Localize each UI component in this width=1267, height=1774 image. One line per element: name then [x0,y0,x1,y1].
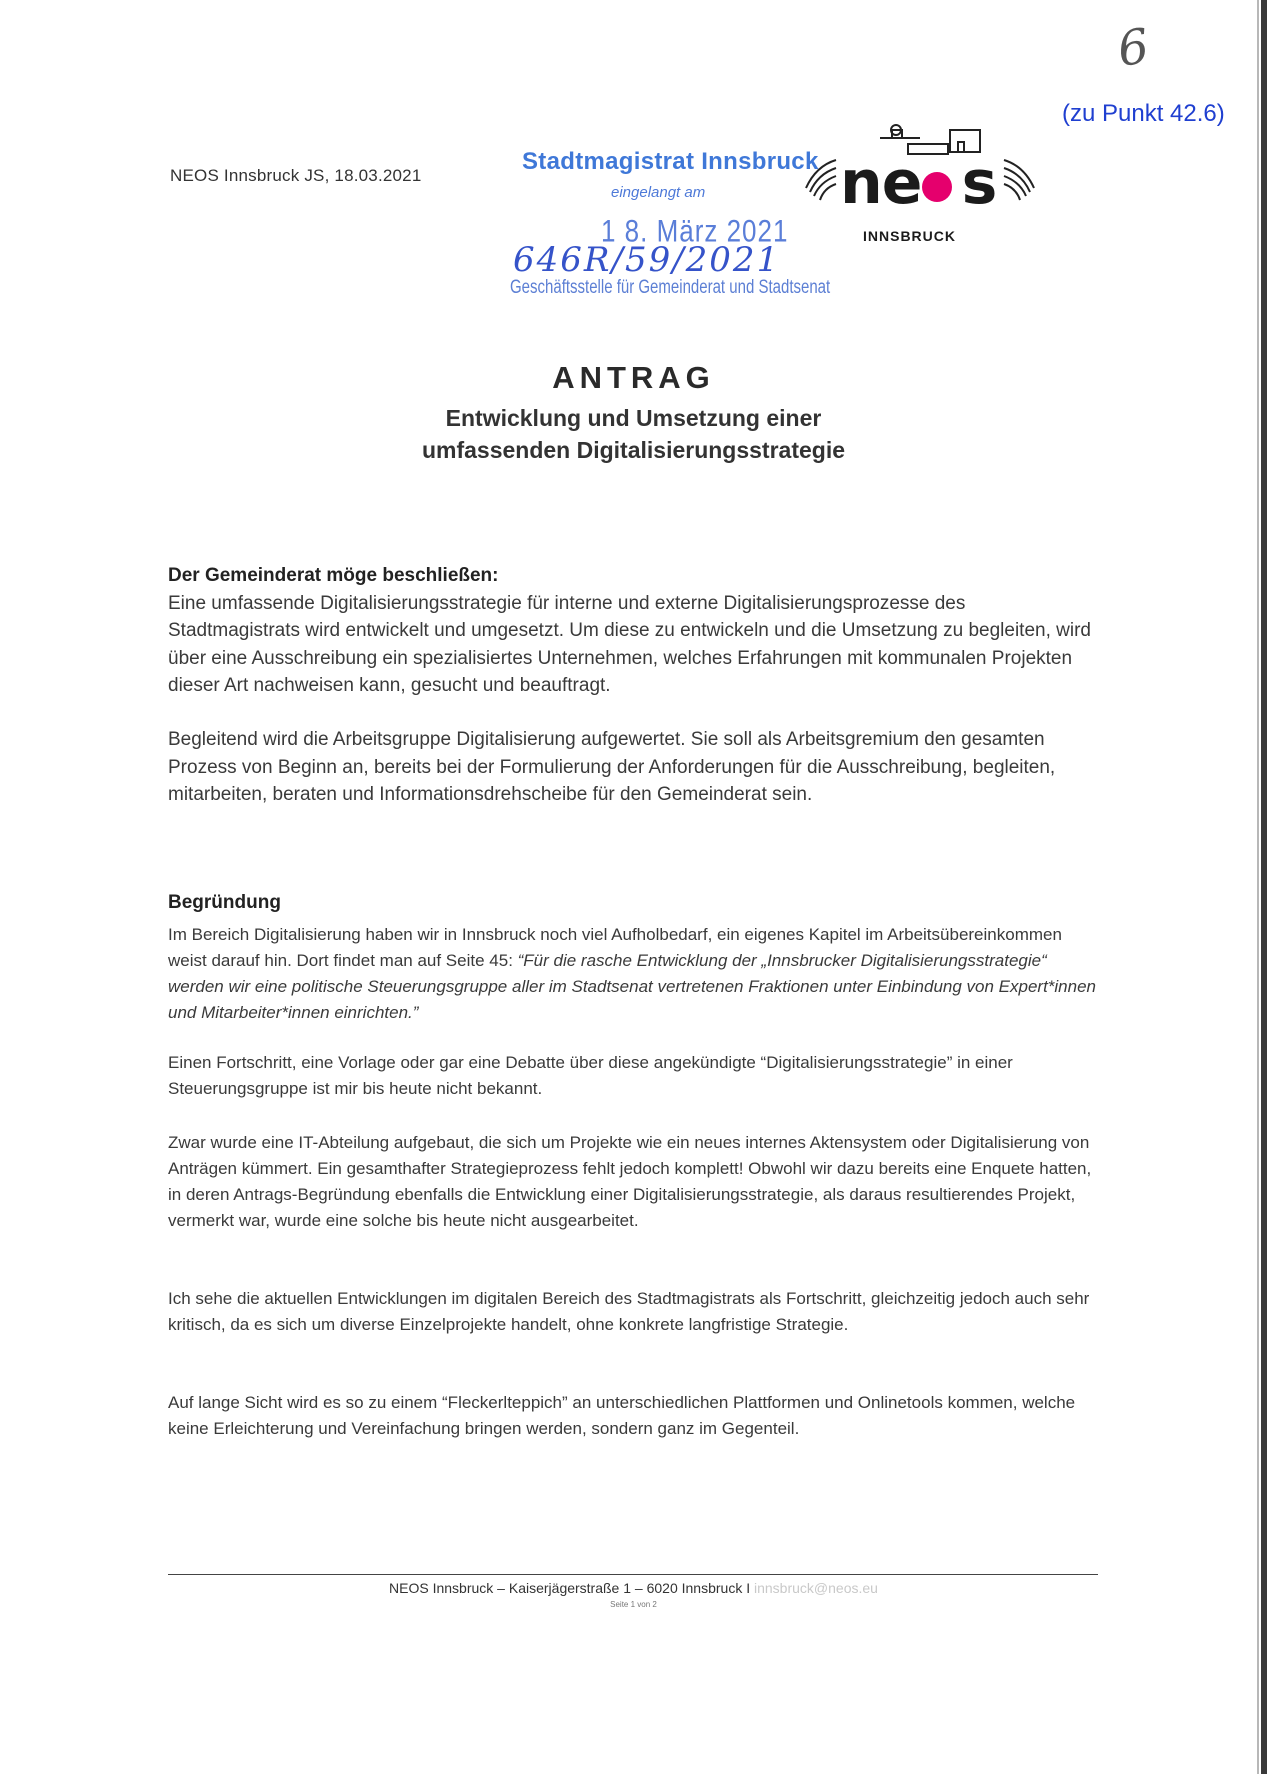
document-subtitle [0,402,1267,466]
stamp-date: 1 8. März 2021 [601,212,789,249]
scan-edge-line [1257,0,1259,1774]
subtitle-line-1: Entwicklung und Umsetzung einer [445,405,822,431]
stamp-title: Stadtmagistrat Innsbruck [522,148,819,175]
reasoning-paragraph-2: Einen Fortschritt, eine Vorlage oder gar eine Debatte über diese angekündigte “Digitalisierungsstrategie” in einer Steuerungsgruppe ist mir bis heute nicht bekannt. [168,1053,1013,1098]
footer-address [0,1580,1267,1596]
resolution-heading: Der Gemeinderat möge beschließen: [168,565,499,586]
footer-address-text: NEOS Innsbruck – Kaiserjägerstraße 1 – 6020 Innsbruck I [389,1580,754,1596]
resolution-text: Eine umfassende Digitalisierungsstrategie für interne und externe Digitalisierungsprozesse des Stadtmagistrats wird entwickelt und umgesetzt. Um diese zu entwickeln und die Umsetzung zu begleiten, wird über eine Ausschreibung ein spezialisiertes Unternehmen, welches Erfahrungen mit kommunalen Projekten dieser Art nachweisen kann, gesucht und beauftragt. [168,592,1091,696]
reasoning-paragraph-5: Auf lange Sicht wird es so zu einem “Fleckerlteppich” an unterschiedlichen Plattformen und Onlinetools kommen, welche keine Erleichterung und Vereinfachung bringen werden, sondern ganz im Gegenteil. [168,1393,1076,1438]
footer-divider [168,1574,1098,1575]
footer-page-number: Seite 1 von 2 [610,1600,657,1609]
footer-email[interactable]: innsbruck@neos.eu [754,1580,878,1596]
logo-accent-dot [922,172,952,202]
logo-city: INNSBRUCK [863,228,956,244]
reference-note: (zu Punkt 42.6) [1062,100,1225,127]
resolution-section [168,562,1098,700]
receipt-stamp [505,148,831,308]
document-title: ANTRAG [552,360,715,395]
scan-edge [1261,0,1267,1774]
stamp-received: eingelangt am [611,184,706,201]
sender-line: NEOS Innsbruck JS, 18.03.2021 [170,166,422,185]
handwritten-page-number: 6 [1114,18,1153,78]
reasoning-paragraph-1 [168,922,1098,1026]
stamp-handwritten-number: 646R/59/2021 [513,240,781,280]
neos-logo [800,120,1040,244]
reasoning-heading: Begründung [168,892,281,913]
reasoning-paragraph-3: Zwar wurde eine IT-Abteilung aufgebaut, die sich um Projekte wie ein neues internes Aktensystem oder Digitalisierung von Anträgen kümmert. Ein gesamthafter Strategieprozess fehlt jedoch komplett! Obwohl wir dazu bereits eine Enquete hatten, in deren Antrags-Begründung ebenfalls die Entwicklung einer Digitalisierungsstrategie, als daraus resultierendes Projekt, vermerkt war, wurde eine solche bis heute nicht ausgearbeitet. [168,1133,1092,1230]
logo-word: ne s [840,148,997,218]
stamp-office: Geschäftsstelle für Gemeinderat und Stadtsenat [510,276,831,299]
subtitle-line-2: umfassenden Digitalisierungsstrategie [421,437,846,463]
reasoning-p1-plain: Im Bereich Digitalisierung haben wir in Innsbruck noch viel Aufholbedarf, ein eigenes Kapitel im Arbeitsübereinkommen weist darauf hin. Dort findet man auf Seite 45: [168,925,1062,970]
resolution-text-2: Begleitend wird die Arbeitsgruppe Digitalisierung aufgewertet. Sie soll als Arbeitsgremium den gesamten Prozess von Beginn an, bereits bei der Formulierung der Anforderungen für die Ausschreibung, begleiten, mitarbeiten, beraten und Informationsdrehscheibe für den Gemeinderat sein. [168,729,1056,805]
reasoning-p1-quote: “Für die rasche Entwicklung der „Innsbrucker Digitalisierungsstrategie“ werden wir eine politische Steuerungsgruppe aller im Stadtsenat vertretenen Fraktionen unter Einbindung von Expert*innen und Mitarbeiter*innen einrichten.” [168,951,1097,1022]
reasoning-paragraph-4: Ich sehe die aktuellen Entwicklungen im digitalen Bereich des Stadtmagistrats als Fortschritt, gleichzeitig jedoch auch sehr kritisch, da es sich um diverse Einzelprojekte handelt, ohne konkrete langfristige Strategie. [168,1289,1090,1334]
